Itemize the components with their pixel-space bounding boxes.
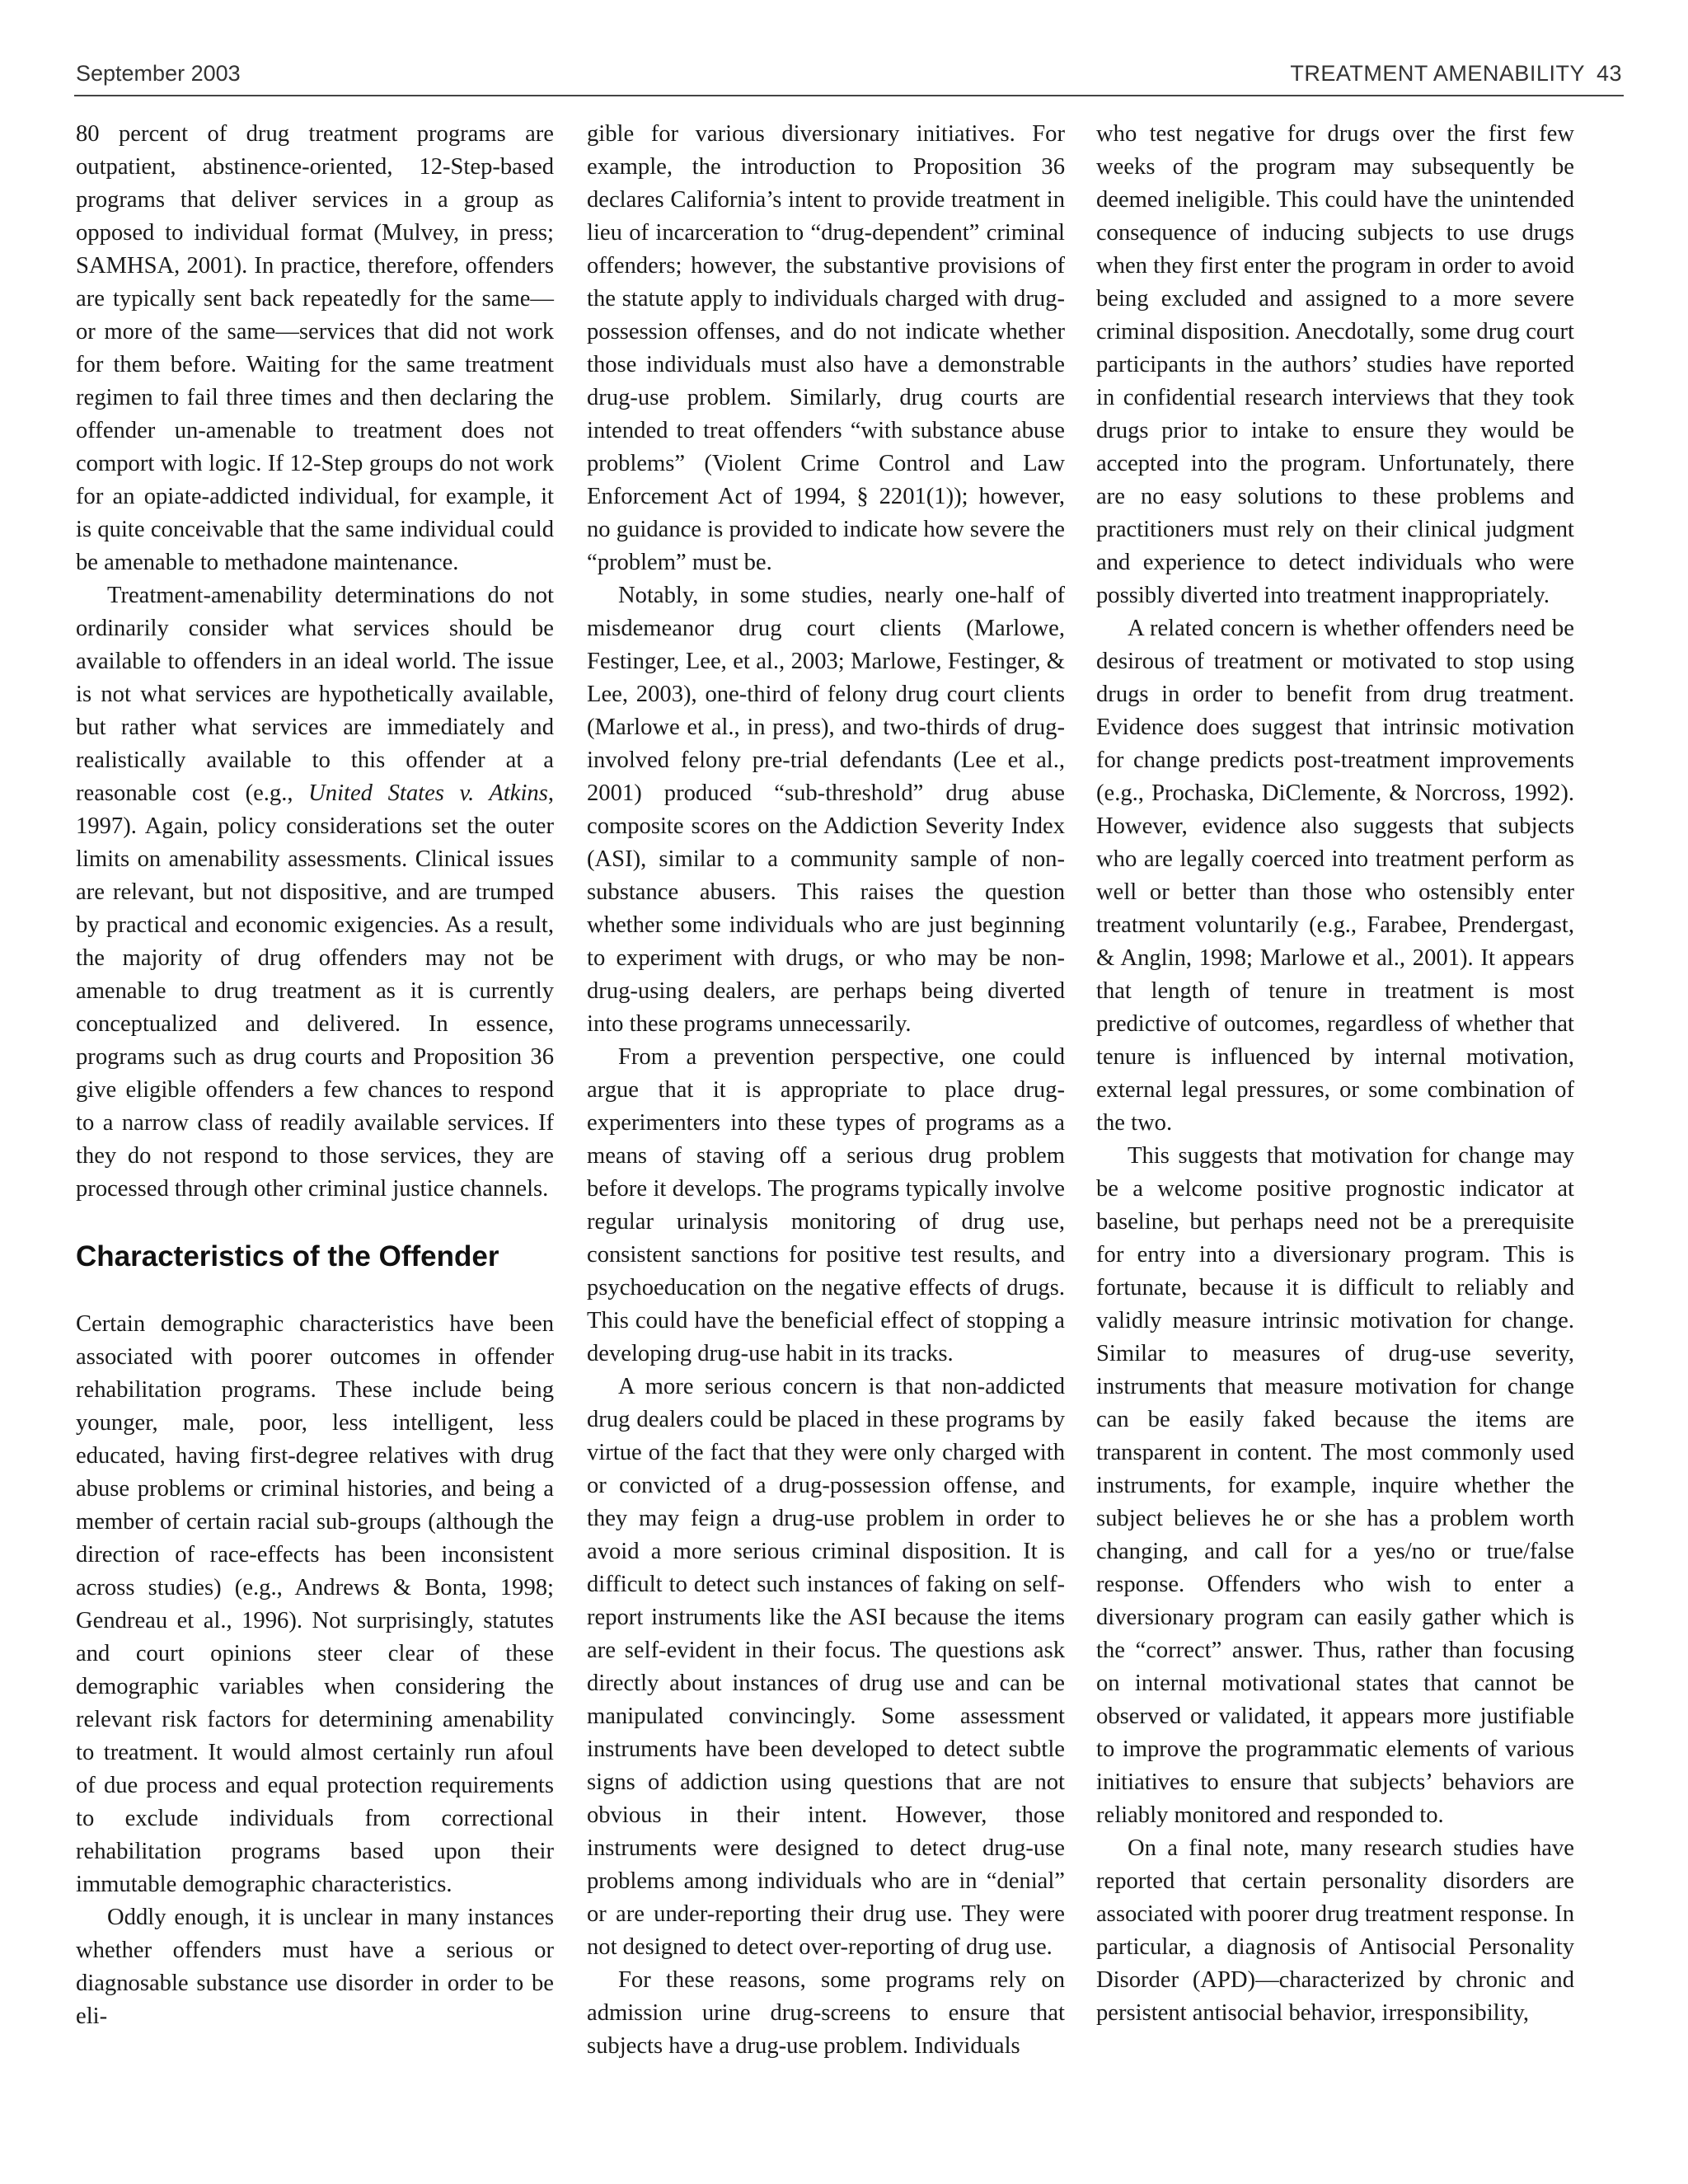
column-2 (587, 118, 1065, 2063)
section-heading: Characteristics of the Offender (76, 1240, 499, 1272)
column-1 (76, 118, 554, 2033)
paragraph: On a final note, many research studies have reported that certain personality disorders are associated with poorer drug treatment response. In particular, a diagnosis of Antisocial Personality Disorder (APD)—characterized by chronic and persistent antisocial behavior, irresponsibility, (1096, 1835, 1574, 2026)
column-3 (1096, 118, 1574, 2030)
page-number: 43 (1596, 61, 1622, 86)
header-rule (74, 95, 1624, 96)
case-citation: United States v. Atkins (308, 780, 548, 806)
running-header (74, 56, 1624, 97)
running-title: TREATMENT AMENABILITY (1290, 61, 1585, 86)
paragraph (76, 579, 554, 1206)
issue-date: September 2003 (76, 61, 241, 86)
paragraph: 80 percent of drug treatment programs are outpatient, abstinence-oriented, 12-Step-based programs that deliver services in a group as opposed to individual format (Mulvey, in press; SAMHSA, 2001). In practice, therefore, offenders are typically sent back repeatedly for the same—or more of the same—services that did not work for them before. Waiting for the same treatment regimen to fail three times and then declaring the offender un-amenable to treatment does not comport with logic. If 12-Step groups do not work for an opiate-addicted individual, for example, it is quite conceivable that the same individual could be amenable to methadone maintenance. (76, 121, 554, 575)
paragraph: This suggests that motivation for change may be a welcome positive prognostic indicator at baseline, but perhaps need not be a prerequisite for entry into a diversionary program. This is fortunate, because it is difficult to reliably and validly measure intrinsic motivation for change. Similar to measures of drug-use severity, instruments that measure motivation for change can be easily faked because the items are transparent in content. The most commonly used instruments, for example, inquire whether the subject believes he or she has a problem worth changing, and call for a yes/no or true/false response. Offenders who wish to enter a diversionary program can easily gather which is the “correct” answer. Thus, rather than focusing on internal motivational states that cannot be observed or validated, it appears more justifiable to improve the programmatic elements of various initiatives to ensure that subjects’ behaviors are reliably monitored and responded to. (1096, 1143, 1574, 1828)
paragraph: Certain demographic characteristics have been associated with poorer outcomes in offender rehabilitation programs. These include being younger, male, poor, less intelligent, less educated, having first-degree relatives with drug abuse problems or criminal histories, and being a member of certain racial sub-groups (although the direction of race-effects has been inconsistent across studies) (e.g., Andrews & Bonta, 1998; Gendreau et al., 1996). Not surprisingly, statutes and court opinions steer clear of these demographic variables when considering the relevant risk factors for determining amenability to treatment. It would almost certainly run afoul of due process and equal protection requirements to exclude individuals from correctional rehabilitation programs based upon their immutable demographic characteristics. (76, 1311, 554, 1897)
text-run: , 1997). Again, policy considerations set the outer limits on amenability assessments. Clinical issues are relevant, but not dispositive, and are trumped by practical and economic exigencies. As a result, the majority of drug offenders may not be amenable to drug treatment as it is currently conceptualized and delivered. In essence, programs such as drug courts and Proposition 36 give eligible offenders a few chances to respond to a narrow class of readily available services. If they do not respond to those services, they are processed through other criminal justice channels. (76, 780, 554, 1202)
paragraph: Notably, in some studies, nearly one-half of misdemeanor drug court clients (Marlowe, Festinger, Lee, et al., 2003; Marlowe, Festinger, & Lee, 2003), one-third of felony drug court clients (Marlowe et al., in press), and two-thirds of drug-involved felony pre-trial defendants (Lee et al., 2001) produced “sub-threshold” drug abuse composite scores on the Addiction Severity Index (ASI), similar to a community sample of non-substance abusers. This raises the question whether some individuals who are just beginning to experiment with drugs, or who may be non-drug-using dealers, are perhaps being diverted into these programs unnecessarily. (587, 583, 1065, 1037)
paragraph: From a prevention perspective, one could argue that it is appropriate to place drug-experimenters into these types of programs as a means of staving off a serious drug problem before it develops. The programs typically involve regular urinalysis monitoring of drug use, consistent sanctions for positive test results, and psychoeducation on the negative effects of drugs. This could have the beneficial effect of stopping a developing drug-use habit in its tracks. (587, 1044, 1065, 1366)
paragraph: A related concern is whether offenders need be desirous of treatment or motivated to stop using drugs in order to benefit from drug treatment. Evidence does suggest that intrinsic motivation for change predicts post-treatment improvements (e.g., Prochaska, DiClemente, & Norcross, 1992). However, evidence also suggests that subjects who are legally coerced into treatment perform as well or better than those who ostensibly enter treatment voluntarily (e.g., Farabee, Prendergast, & Anglin, 1998; Marlowe et al., 2001). It appears that length of tenure in treatment is most predictive of outcomes, regardless of whether that tenure is influenced by internal motivation, external legal pressures, or some combination of the two. (1096, 616, 1574, 1136)
paragraph: gible for various diversionary initiatives. For example, the introduction to Proposition 36 declares California’s intent to provide treatment in lieu of incarceration to “drug-dependent” criminal offenders; however, the substantive provisions of the statute apply to individuals charged with drug-possession offenses, and do not indicate whether those individuals must also have a demonstrable drug-use problem. Similarly, drug courts are intended to treat offenders “with substance abuse problems” (Violent Crime Control and Law Enforcement Act of 1994, § 2201(1)); however, no guidance is provided to indicate how severe the “problem” must be. (587, 121, 1065, 575)
paragraph: Oddly enough, it is unclear in many instances whether offenders must have a serious or diagnosable substance use disorder in order to be eli- (76, 1905, 554, 2029)
paragraph: who test negative for drugs over the first few weeks of the program may subsequently be deemed ineligible. This could have the unintended consequence of inducing subjects to use drugs when they first enter the program in order to avoid being excluded and assigned to a more severe criminal disposition. Anecdotally, some drug court participants in the authors’ studies have reported in confidential research interviews that they took drugs prior to intake to ensure they would be accepted into the program. Unfortunately, there are no easy solutions to these problems and practitioners must rely on their clinical judgment and experience to detect individuals who were possibly diverted into treatment inappropriately. (1096, 121, 1574, 608)
paragraph: A more serious concern is that non-addicted drug dealers could be placed in these programs by virtue of the fact that they were only charged with or convicted of a drug-possession offense, and they may feign a drug-use problem in order to avoid a more serious criminal disposition. It is difficult to detect such instances of faking on self-report instruments like the ASI because the items are self-evident in their focus. The questions ask directly about instances of drug use and can be manipulated convincingly. Some assessment instruments have been developed to detect subtle signs of addiction using questions that are not obvious in their intent. However, those instruments were designed to detect drug-use problems among individuals who are in “denial” or are under-reporting their drug use. They were not designed to detect over-reporting of drug use. (587, 1374, 1065, 1960)
paragraph: For these reasons, some programs rely on admission urine drug-screens to ensure that subjects have a drug-use problem. Individuals (587, 1967, 1065, 2059)
running-title-block (1290, 61, 1622, 87)
text-run: Treatment-amenability determinations do not ordinarily consider what services should be available to offenders in an ideal world. The issue is not what services are hypothetically available, but rather what services are immediately and realistically available to this offender at a reasonable cost (e.g., (76, 583, 554, 806)
